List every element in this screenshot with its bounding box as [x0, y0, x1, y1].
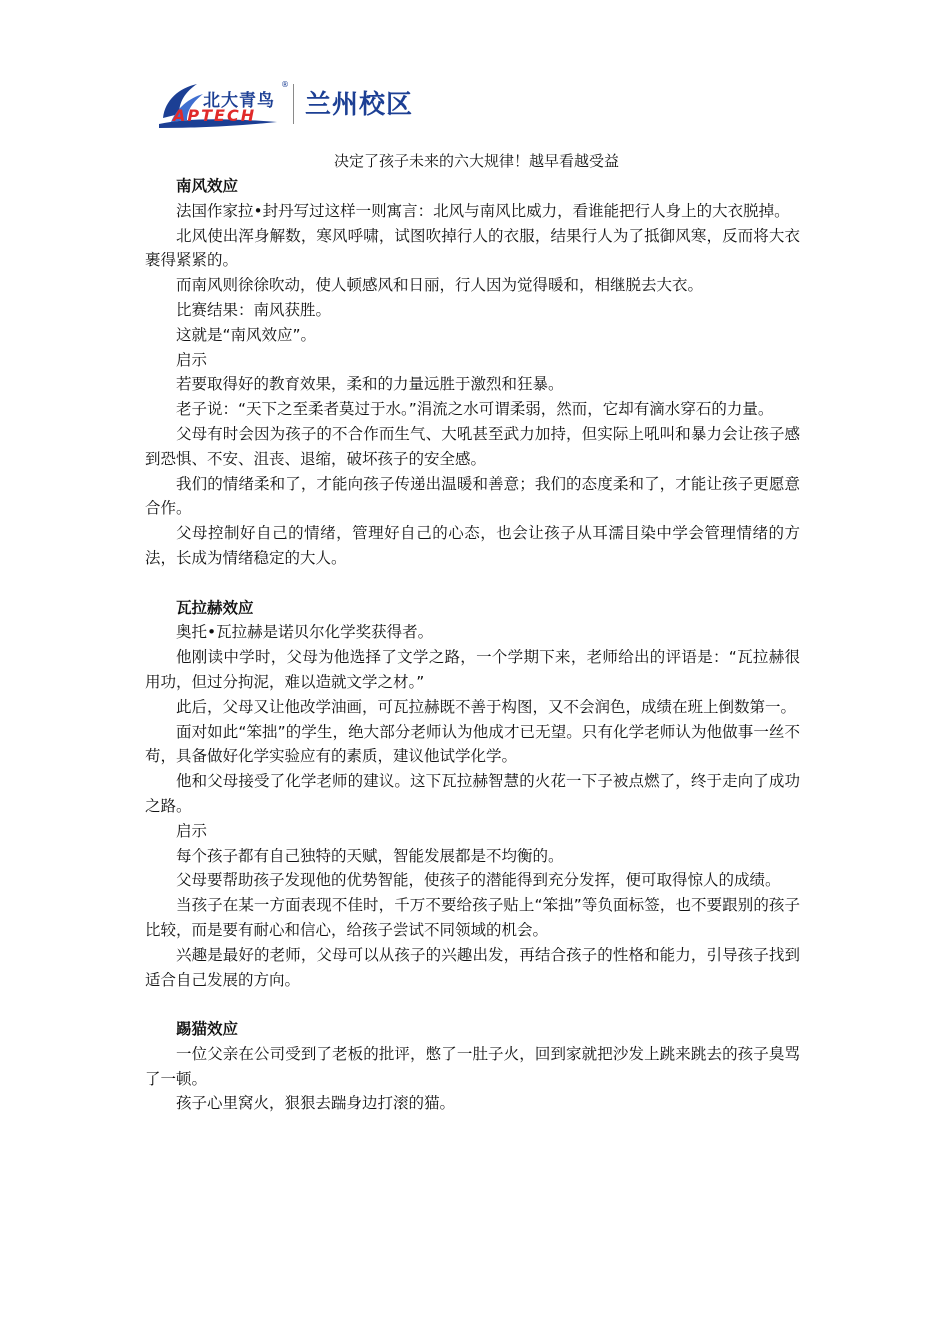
paragraph: 兴趣是最好的老师，父母可以从孩子的兴趣出发，再结合孩子的性格和能力，引导孩子找到适合自己发展的方向。 — [145, 945, 800, 989]
paragraph: 孩子心里窝火，狠狠去踹身边打滚的猫。 — [176, 1094, 456, 1113]
paragraph: 启示 — [176, 350, 208, 369]
registered-mark: ® — [281, 80, 289, 89]
paragraph: 奥托•瓦拉赫是诺贝尔化学奖获得者。 — [176, 623, 434, 642]
paragraph: 启示 — [176, 821, 208, 840]
paragraph: 每个孩子都有自己独特的天赋，智能发展都是不均衡的。 — [176, 846, 564, 865]
paragraph: 而南风则徐徐吹动，使人顿感风和日丽，行人因为觉得暖和，相继脱去大衣。 — [176, 276, 704, 295]
paragraph: 一位父亲在公司受到了老板的批评，憋了一肚子火，回到家就把沙发上跳来跳去的孩子臭骂了一顿。 — [145, 1044, 800, 1088]
paragraph: 北风使出浑身解数，寒风呼啸，试图吹掉行人的衣服，结果行人为了抵御风寒，反而将大衣裹得紧紧的。 — [145, 226, 800, 270]
paragraph: 这就是“南风效应”。 — [176, 325, 317, 344]
logo-english-text: APTECH — [173, 106, 257, 125]
paragraph: 比赛结果：南风获胜。 — [176, 300, 332, 319]
paragraph: 法国作家拉•封丹写过这样一则寓言：北风与南风比威力，看谁能把行人身上的大衣脱掉。 — [176, 201, 790, 220]
paragraph: 当孩子在某一方面表现不佳时，千万不要给孩子贴上“笨拙”等负面标签，也不要跟别的孩子比较，而是要有耐心和信心，给孩子尝试不同领域的机会。 — [145, 896, 800, 939]
paragraph: 面对如此“笨拙”的学生，绝大部分老师认为他成才已无望。只有化学老师认为他做事一丝不苟，具备做好化学实验应有的素质，建议他试学化学。 — [145, 722, 800, 766]
paragraph: 父母控制好自己的情绪，管理好自己的心态，也会让孩子从耳濡目染中学会管理情绪的方法，长成为情绪稳定的大人。 — [145, 524, 800, 567]
paragraph: 父母要帮助孩子发现他的优势智能，使孩子的潜能得到充分发挥，便可取得惊人的成绩。 — [176, 871, 781, 890]
paragraph: 此后，父母又让他改学油画，可瓦拉赫既不善于构图，又不会润色，成绩在班上倒数第一。 — [176, 697, 797, 716]
section-spacer — [145, 992, 800, 1017]
paragraph: 他刚读中学时，父母为他选择了文学之路，一个学期下来，老师给出的评语是：“瓦拉赫很用功，但过分拘泥，难以造就文学之材。” — [145, 648, 800, 691]
document-body — [145, 174, 800, 1116]
header-logo — [157, 78, 457, 130]
paragraph: 若要取得好的教育效果，柔和的力量远胜于激烈和狂暴。 — [176, 375, 564, 394]
document-title: 决定了孩子未来的六大规律！越早看越受益 — [334, 152, 620, 170]
section-heading: 南风效应 — [176, 177, 239, 195]
paragraph: 老子说：“天下之至柔者莫过于水。”涓流之水可谓柔弱，然而，它却有滴水穿石的力量。 — [176, 400, 774, 419]
section-heading: 瓦拉赫效应 — [176, 598, 254, 617]
paragraph: 我们的情绪柔和了，才能向孩子传递出温暖和善意；我们的态度柔和了，才能让孩子更愿意合作。 — [145, 474, 800, 518]
paragraph: 父母有时会因为孩子的不合作而生气、大吼甚至武力加持，但实际上吼叫和暴力会让孩子感到恐惧、不安、沮丧、退缩，破坏孩子的安全感。 — [145, 424, 800, 468]
campus-name: 兰州校区 — [305, 90, 414, 120]
header-divider — [293, 84, 294, 124]
section-heading: 踢猫效应 — [176, 1020, 239, 1039]
section-spacer — [145, 571, 800, 596]
paragraph: 他和父母接受了化学老师的建议。这下瓦拉赫智慧的火花一下子被点燃了，终于走向了成功之路。 — [145, 772, 800, 815]
logo-chinese-text: 北大青鸟 — [203, 91, 275, 111]
